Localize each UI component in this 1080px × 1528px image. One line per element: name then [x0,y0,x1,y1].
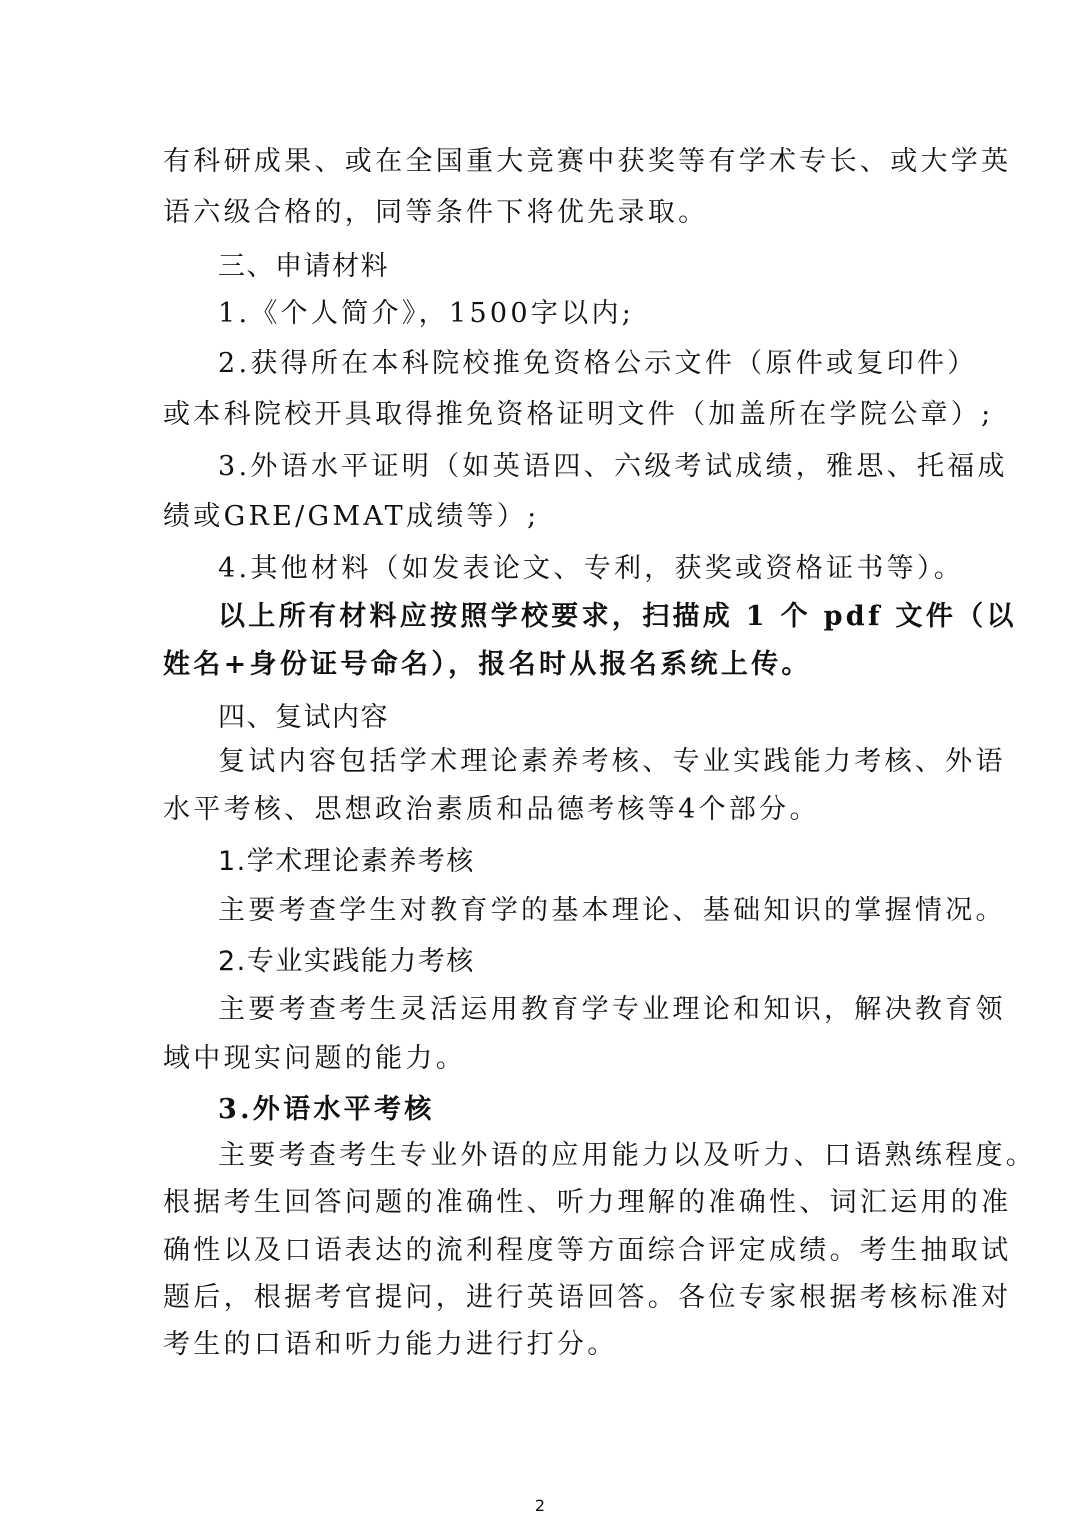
subheading-foreign-language: 3.外语水平考核 [218,1094,435,1125]
section-heading-application-materials: 三、申请材料 [218,251,389,282]
subheading-professional-practice: 2.专业实践能力考核 [218,946,475,977]
paragraph-line: 绩或GRE/GMAT成绩等）; [163,501,540,532]
paragraph-line: 主要考查学生对教育学的基本理论、基础知识的掌握情况。 [218,895,1006,926]
subheading-academic-theory: 1.学术理论素养考核 [218,846,475,877]
section-heading-retest-content: 四、复试内容 [218,702,389,733]
paragraph-line: 考生的口语和听力能力进行打分。 [163,1329,618,1360]
list-item: 1.《个人简介》，1500字以内; [218,298,635,329]
page-number: 2 [534,1496,546,1515]
list-item: 3.外语水平证明（如英语四、六级考试成绩，雅思、托福成 [218,451,1008,482]
paragraph-line: 有科研成果、或在全国重大竞赛中获奖等有学术专长、或大学英 [163,146,1012,177]
paragraph-line: 水平考核、思想政治素质和品德考核等4个部分。 [163,794,820,825]
bold-notice-line: 以上所有材料应按照学校要求，扫描成 1 个 pdf 文件（以 [218,601,1017,632]
paragraph-line: 根据考生回答问题的准确性、听力理解的准确性、词汇运用的准 [163,1187,1012,1218]
bold-notice-line: 姓名+身份证号命名），报名时从报名系统上传。 [163,649,812,680]
paragraph-line: 主要考查考生灵活运用教育学专业理论和知识，解决教育领 [218,994,1006,1025]
paragraph-line: 语六级合格的，同等条件下将优先录取。 [163,197,709,228]
paragraph-line: 域中现实问题的能力。 [163,1043,466,1074]
list-item: 4.其他材料（如发表论文、专利，获奖或资格证书等）。 [218,553,965,584]
paragraph-line: 复试内容包括学术理论素养考核、专业实践能力考核、外语 [218,746,1006,777]
paragraph-line: 确性以及口语表达的流利程度等方面综合评定成绩。考生抽取试 [163,1235,1012,1266]
paragraph-line: 题后，根据考官提问，进行英语回答。各位专家根据考核标准对 [163,1282,1012,1313]
list-item: 2.获得所在本科院校推免资格公示文件（原件或复印件） [218,348,978,379]
paragraph-line: 主要考查考生专业外语的应用能力以及听力、口语熟练程度。 [218,1140,1037,1171]
paragraph-line: 或本科院校开具取得推免资格证明文件（加盖所在学院公章）; [163,399,994,430]
